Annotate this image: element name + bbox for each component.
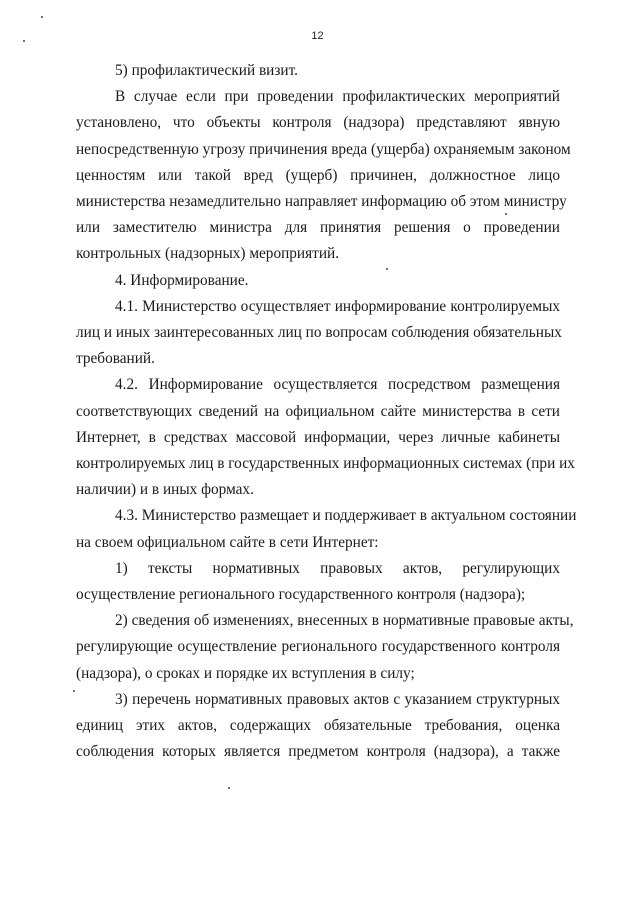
text-line: соблюдения которых является предметом контроля (надзора), а также (76, 743, 560, 761)
text-line: на своем официальном сайте в сети Интернет: (76, 533, 379, 551)
list-item-2 (76, 608, 574, 687)
text-line: 3) перечень нормативных правовых актов с указанием структурных (115, 690, 560, 708)
text-line: наличии) и в иных формах. (76, 481, 254, 499)
text-line: лиц и иных заинтересованных лиц по вопросам соблюдения обязательных (76, 324, 562, 342)
paragraph-preventive-visit (76, 58, 560, 84)
page-number: 12 (311, 30, 324, 42)
text-line: регулирующие осуществление регионального государственного контроля (76, 638, 560, 656)
text-line: контролируемых лиц в государственных информационных системах (при их (76, 455, 575, 473)
document-body (76, 58, 577, 765)
text-line: министерства незамедлительно направляет информацию об этом министру (76, 193, 567, 211)
paragraph-4-2 (76, 372, 575, 503)
scan-speck (228, 787, 230, 789)
text-line: 5) профилактический визит. (115, 62, 298, 79)
text-line: контрольных (надзорных) мероприятий. (76, 245, 340, 263)
text-line: 4.1. Министерство осуществляет информирование контролируемых (115, 297, 560, 315)
text-line: (надзора), о сроках и порядке их вступления в силу; (76, 664, 415, 682)
text-line: 4.2. Информирование осуществляется посредством размещения (115, 376, 560, 394)
list-item-3 (76, 687, 560, 766)
text-line: установлено, что объекты контроля (надзора) представляют явную (76, 114, 560, 132)
text-line: 4. Информирование. (115, 271, 249, 289)
section-heading-informing (76, 268, 560, 294)
scan-speck (73, 690, 75, 692)
text-line: единиц этих актов, содержащих обязательные требования, оценка (76, 717, 560, 735)
text-line: соответствующих сведений на официальном сайте министерства в сети (76, 402, 560, 420)
text-line: непосредственную угрозу причинения вреда (ущерба) охраняемым законом (76, 140, 571, 158)
paragraph-4-1 (76, 294, 560, 373)
text-line: 2) сведения об изменениях, внесенных в нормативные правовые акты, (115, 612, 574, 630)
text-line: ценностям или такой вред (ущерб) причинен, должностное лицо (76, 166, 560, 184)
text-line: 4.3. Министерство размещает и поддерживает в актуальном состоянии (115, 507, 577, 525)
text-line: 1) тексты нормативных правовых актов, регулирующих (115, 559, 560, 577)
text-line: или заместителю министра для принятия решения о проведении (76, 219, 560, 237)
text-line: В случае если при проведении профилактических мероприятий (115, 88, 560, 106)
list-item-1 (76, 556, 560, 608)
paragraph-direct-threat (76, 84, 571, 267)
text-line: требований. (76, 350, 155, 368)
paragraph-4-3 (76, 503, 577, 555)
text-line: осуществление регионального государственного контроля (надзора); (76, 586, 526, 604)
text-line: Интернет, в средствах массовой информации, через личные кабинеты (76, 428, 560, 446)
scan-speck (41, 16, 43, 18)
